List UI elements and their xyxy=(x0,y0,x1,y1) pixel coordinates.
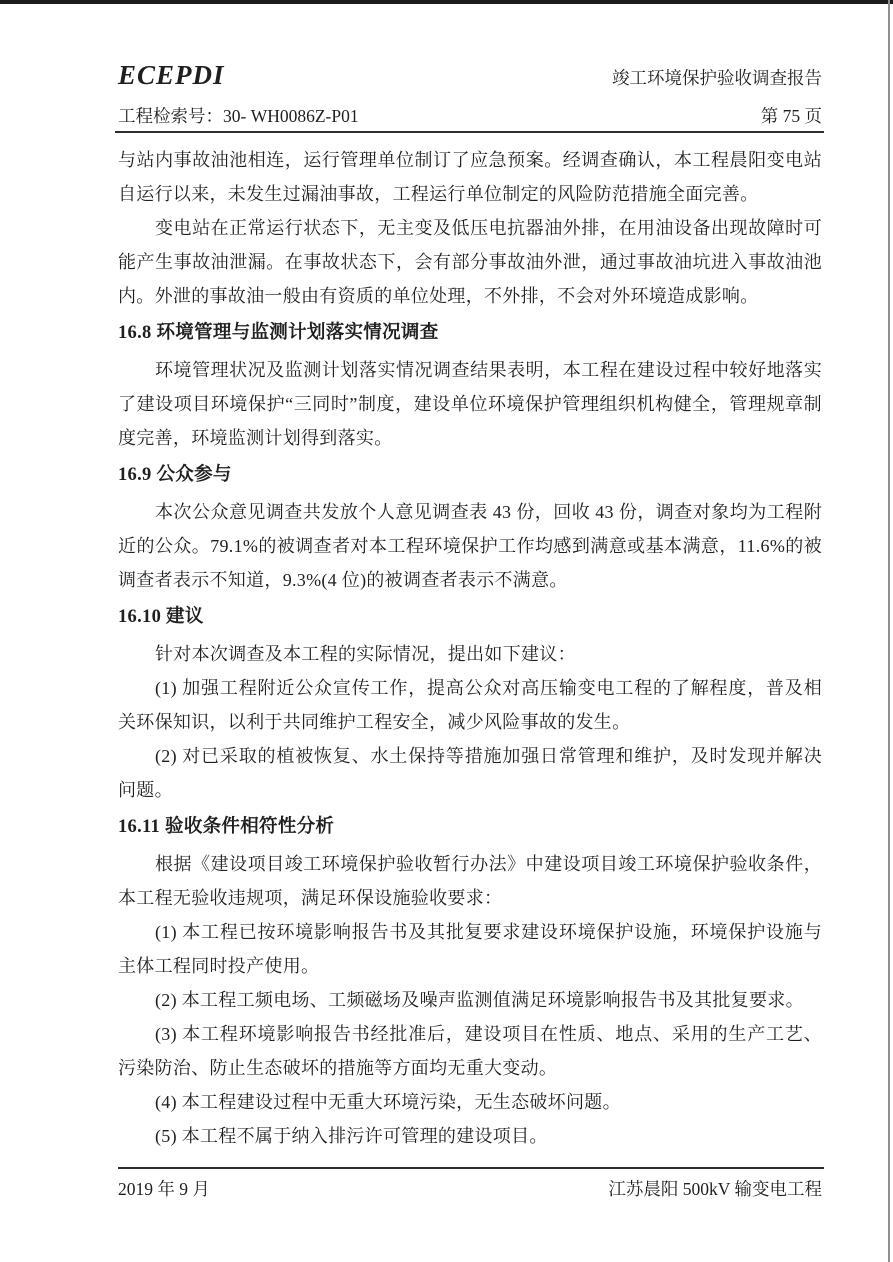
paragraph: 变电站在正常运行状态下，无主变及低压电抗器油外排，在用油设备出现故障时可能产生事故油泄漏。在事故状态下，会有部分事故油外泄，通过事故油坑进入事故油池内。外泄的事故油一般由有资质的单位处理，不外排，不会对外环境造成影响。 xyxy=(118,218,822,306)
paragraph: 本次公众意见调查共发放个人意见调查表 43 份，回收 43 份，调查对象均为工程附近的公众。79.1%的被调查者对本工程环境保护工作均感到满意或基本满意，11.6%的被调查者表示不知道，9.3%(4 位)的被调查者表示不满意。 xyxy=(118,502,822,590)
paragraph: (4) 本工程建设过程中无重大环境污染，无生态破坏问题。 xyxy=(155,1092,621,1112)
section-heading: 16.11 验收条件相符性分析 xyxy=(118,817,335,837)
footer-project-name: 江苏晨阳 500kV 输变电工程 xyxy=(608,1179,822,1199)
paragraph: 针对本次调查及本工程的实际情况，提出如下建议： xyxy=(155,644,576,664)
section-heading: 16.10 建议 xyxy=(118,607,204,627)
paragraph: (5) 本工程不属于纳入排污许可管理的建设项目。 xyxy=(155,1126,548,1146)
scan-right-border xyxy=(888,0,890,1262)
paragraph: (2) 对已采取的植被恢复、水土保持等措施加强日常管理和维护，及时发现并解决问题。 xyxy=(118,746,822,800)
page-number: 第 75 页 xyxy=(760,106,822,126)
page-header-meta xyxy=(118,104,822,128)
report-title: 竣工环境保护验收调查报告 xyxy=(612,68,822,88)
company-logo: ECEPDI xyxy=(118,60,225,90)
page-footer xyxy=(118,1177,822,1201)
paragraph: 根据《建设项目竣工环境保护验收暂行办法》中建设项目竣工环境保护验收条件，本工程无验收违规项，满足环保设施验收要求： xyxy=(118,854,822,908)
section-heading: 16.9 公众参与 xyxy=(118,465,232,485)
paragraph: (1) 加强工程附近公众宣传工作，提高公众对高压输变电工程的了解程度，普及相关环保知识，以利于共同维护工程安全，减少风险事故的发生。 xyxy=(118,678,822,732)
page-header xyxy=(118,60,822,90)
footer-rule xyxy=(118,1167,824,1169)
paragraph: (3) 本工程环境影响报告书经批准后，建设项目在性质、地点、采用的生产工艺、污染防治、防止生态破坏的措施等方面均无重大变动。 xyxy=(118,1024,822,1078)
paragraph: (1) 本工程已按环境影响报告书及其批复要求建设环境保护设施，环境保护设施与主体工程同时投产使用。 xyxy=(118,922,822,976)
paragraph: 环境管理状况及监测计划落实情况调查结果表明，本工程在建设过程中较好地落实了建设项目环境保护“三同时”制度，建设单位环境保护管理组织机构健全，管理规章制度完善，环境监测计划得到落实。 xyxy=(118,360,822,448)
paragraph: 与站内事故油池相连，运行管理单位制订了应急预案。经调查确认，本工程晨阳变电站自运行以来，未发生过漏油事故，工程运行单位制定的风险防范措施全面完善。 xyxy=(118,150,822,204)
paragraph: (2) 本工程工频电场、工频磁场及噪声监测值满足环境影响报告书及其批复要求。 xyxy=(155,990,804,1010)
footer-date: 2019 年 9 月 xyxy=(118,1179,210,1199)
header-rule xyxy=(115,131,824,133)
document-body xyxy=(118,143,822,1153)
section-heading: 16.8 环境管理与监测计划落实情况调查 xyxy=(118,323,439,343)
doc-index-number: 工程检索号：30- WH0086Z-P01 xyxy=(118,106,359,126)
scan-top-border xyxy=(0,0,893,4)
